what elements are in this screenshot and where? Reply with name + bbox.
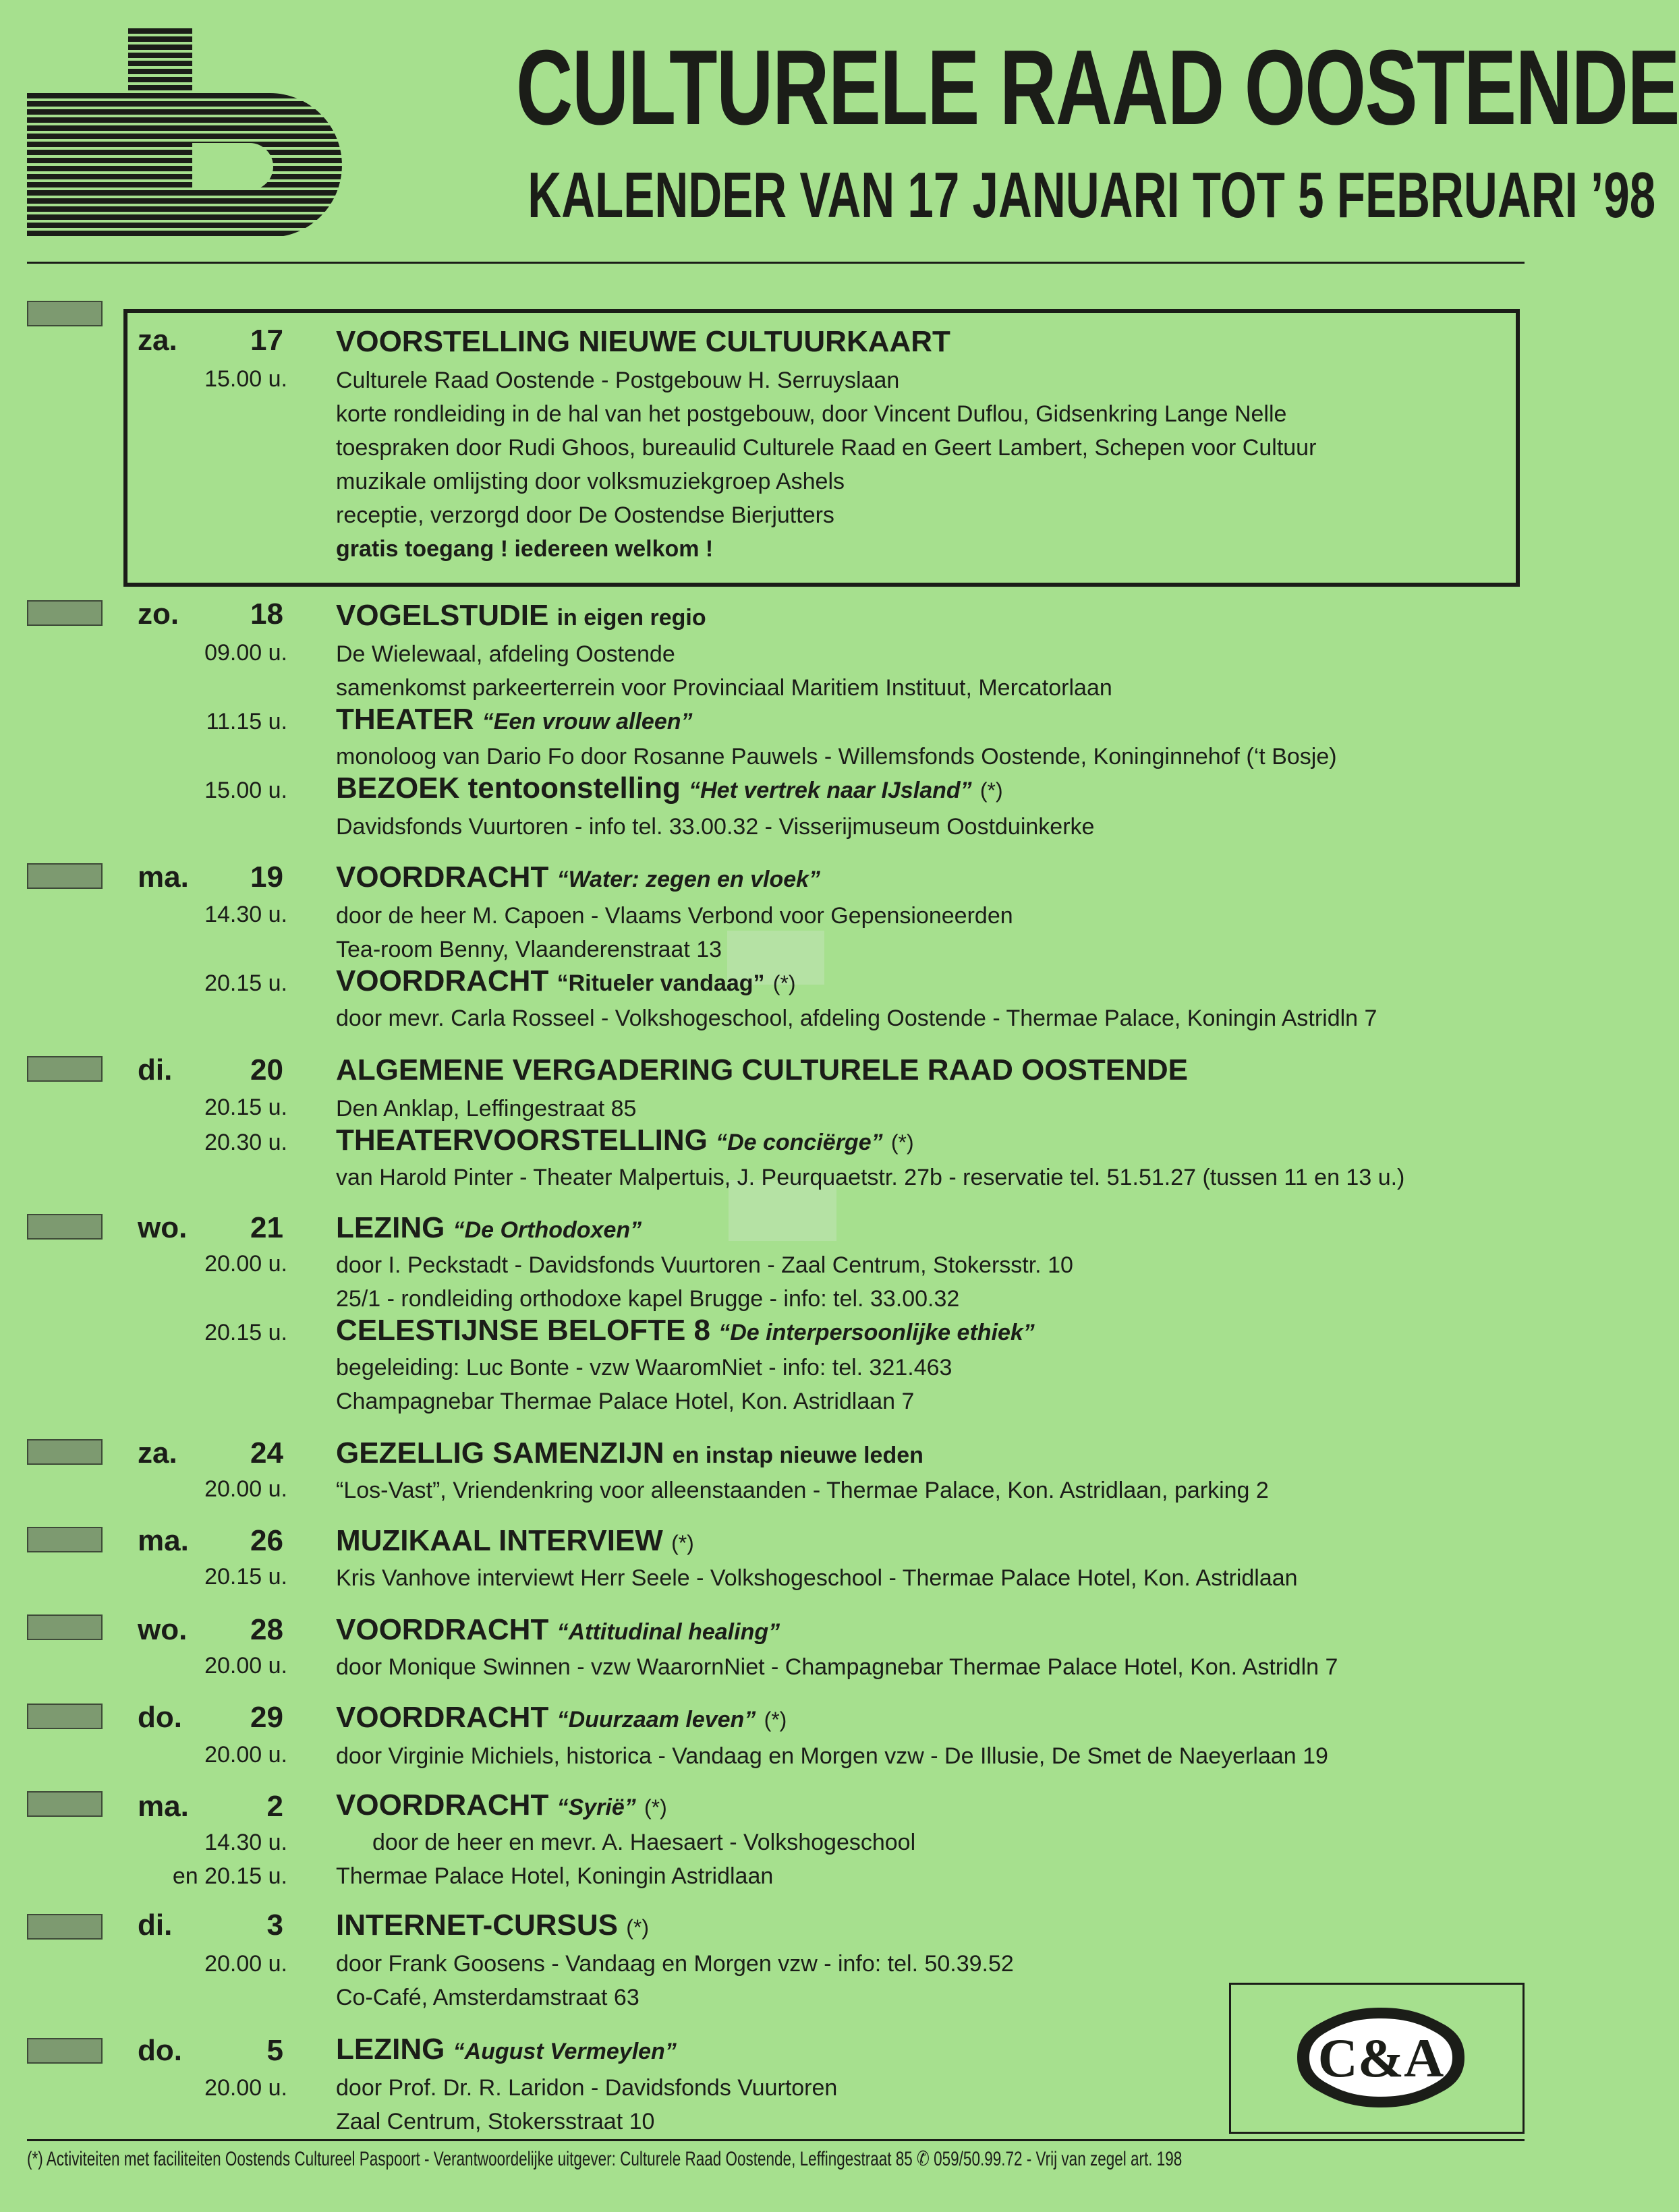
- weekday: di.: [138, 1909, 173, 1942]
- date-marker: [27, 1214, 103, 1240]
- weekday: za.: [138, 1436, 177, 1469]
- event-detail: 25/1 - rondleiding orthodoxe kapel Brugge - info: tel. 33.00.32: [336, 1286, 960, 1312]
- event-title: [336, 1523, 694, 1561]
- event-time: 15.00 u.: [204, 778, 287, 803]
- paspoort-note: (*): [772, 971, 796, 995]
- weekday: zo.: [138, 598, 179, 631]
- event-title-main: VOORDRACHT: [336, 964, 549, 997]
- event-time: 11.15 u.: [206, 709, 287, 734]
- event-detail: Champagnebar Thermae Palace Hotel, Kon. Astridlaan 7: [336, 1389, 915, 1414]
- event-title-main: LEZING: [336, 1211, 445, 1244]
- date-marker: [27, 1704, 103, 1729]
- event-time: 20.00 u.: [204, 2075, 287, 2101]
- event-title-main: MUZIKAAL INTERVIEW: [336, 1524, 663, 1557]
- event-title: [336, 1699, 787, 1738]
- sponsor-box: [1229, 1983, 1525, 2134]
- event-time: 20.15 u.: [204, 1320, 287, 1345]
- event-title-main: LEZING: [336, 2033, 445, 2066]
- day-number: 5: [266, 2034, 283, 2067]
- event-detail: begeleiding: Luc Bonte - vzw WaaromNiet - info: tel. 321.463: [336, 1355, 952, 1380]
- event-detail: Zaal Centrum, Stokersstraat 10: [336, 2109, 655, 2134]
- weekday: za.: [138, 324, 177, 357]
- event-title: [336, 1612, 780, 1650]
- day-number: 17: [250, 324, 283, 357]
- event-detail: door Frank Goosens - Vandaag en Morgen vzw - info: tel. 50.39.52: [336, 1951, 1014, 1977]
- day-number: 21: [250, 1211, 283, 1244]
- event-title-main: VOORDRACHT: [336, 1788, 549, 1822]
- event-time: 20.00 u.: [204, 1951, 287, 1977]
- event-time: 20.15 u.: [204, 1095, 287, 1120]
- kb-striped-logo: [27, 28, 358, 237]
- event-detail: Culturele Raad Oostende - Postgebouw H. Serruyslaan: [336, 368, 900, 393]
- event-detail: Davidsfonds Vuurtoren - info tel. 33.00.32 - Visserijmuseum Oostduinkerke: [336, 814, 1095, 840]
- event-detail: receptie, verzorgd door De Oostendse Bierjutters: [336, 502, 834, 528]
- day-number: 24: [250, 1436, 283, 1469]
- day-number: 28: [250, 1613, 283, 1646]
- event-title-quote: “Het vertrek naar IJsland”: [689, 778, 972, 803]
- event-title: [336, 859, 820, 898]
- event-title-quote: “August Vermeylen”: [453, 2039, 677, 2064]
- event-title: [336, 598, 706, 636]
- paspoort-note: (*): [979, 778, 1003, 803]
- event-detail: door Prof. Dr. R. Laridon - Davidsfonds Vuurtoren: [336, 2075, 838, 2101]
- event-time: 20.15 u.: [204, 1564, 287, 1590]
- event-title: [336, 1907, 649, 1946]
- event-title-quote: “Duurzaam leven”: [557, 1707, 756, 1733]
- event-title-quote: “Syrië”: [557, 1795, 636, 1820]
- weekday: ma.: [138, 1790, 189, 1823]
- event-title: VOORSTELLING NIEUWE CULTUURKAART: [336, 325, 950, 358]
- header-divider: [27, 262, 1525, 264]
- date-marker: [27, 600, 103, 626]
- date-marker: [27, 1527, 103, 1552]
- day-number: 2: [266, 1790, 283, 1823]
- weekday: wo.: [138, 1211, 188, 1244]
- paspoort-note: (*): [764, 1708, 787, 1732]
- event-title: [336, 1312, 1035, 1351]
- event-detail: door de heer en mevr. A. Haesaert - Volkshogeschool: [372, 1830, 916, 1855]
- event-detail: Kris Vanhove interviewt Herr Seele - Volkshogeschool - Thermae Palace Hotel, Kon. Astridlaan: [336, 1565, 1298, 1591]
- day-number: 19: [250, 861, 283, 894]
- event-title: [336, 701, 693, 740]
- date-marker: [27, 301, 103, 326]
- ca-logo: [1293, 2004, 1469, 2112]
- event-detail: van Harold Pinter - Theater Malpertuis, J. Peurquaetstr. 27b - reservatie tel. 51.51.27 (tussen 11 en 13 u.): [336, 1165, 1405, 1190]
- event-time: 20.00 u.: [204, 1251, 287, 1277]
- event-time: 20.00 u.: [204, 1742, 287, 1768]
- event-detail: samenkomst parkeerterrein voor Provinciaal Maritiem Instituut, Mercatorlaan: [336, 675, 1112, 701]
- event-detail: Tea-room Benny, Vlaanderenstraat 13: [336, 937, 722, 962]
- event-detail: monoloog van Dario Fo door Rosanne Pauwels - Willemsfonds Oostende, Koninginnehof (‘t Bosje): [336, 744, 1337, 769]
- event-title-quote: “De Orthodoxen”: [453, 1217, 642, 1243]
- day-number: 29: [250, 1701, 283, 1734]
- event-title-main: GEZELLIG SAMENZIJN: [336, 1436, 664, 1469]
- event-time: en 20.15 u.: [172, 1863, 287, 1889]
- event-title-suffix: en instap nieuwe leden: [672, 1443, 923, 1468]
- event-detail: “Los-Vast”, Vriendenkring voor alleenstaanden - Thermae Palace, Kon. Astridlaan, parking 2: [336, 1478, 1269, 1503]
- calendar-period: KALENDER VAN 17 JANUARI TOT 5 FEBRUARI ’98: [528, 159, 1656, 231]
- event-detail: door Virginie Michiels, historica - Vandaag en Morgen vzw - De Illusie, De Smet de Naeyerlaan 19: [336, 1743, 1328, 1769]
- event-detail: korte rondleiding in de hal van het postgebouw, door Vincent Duflou, Gidsenkring Lange Nelle: [336, 401, 1287, 427]
- event-time: 20.00 u.: [204, 1476, 287, 1502]
- event-time: 14.30 u.: [204, 902, 287, 927]
- footer-note: (*) Activiteiten met faciliteiten Oostends Cultureel Paspoort - Verantwoordelijke uitgever: Culturele Raad Oostende, Leffingestraat 85 ✆ 059/50.99.72 - Vrij van zegel art. 198: [27, 2148, 1183, 2170]
- event-detail: De Wielewaal, afdeling Oostende: [336, 641, 675, 667]
- date-marker: [27, 2038, 103, 2064]
- event-title-main: VOORDRACHT: [336, 861, 549, 894]
- event-detail: door de heer M. Capoen - Vlaams Verbond voor Gepensioneerden: [336, 903, 1013, 929]
- paspoort-note: (*): [626, 1915, 650, 1940]
- event-time: 15.00 u.: [204, 366, 287, 392]
- event-title-quote: “Attitudinal healing”: [557, 1619, 780, 1645]
- event-title: [336, 770, 1003, 809]
- event-detail: Den Anklap, Leffingestraat 85: [336, 1096, 637, 1122]
- event-title-quote: “Een vrouw alleen”: [482, 709, 693, 734]
- date-marker: [27, 1614, 103, 1640]
- date-marker: [27, 1439, 103, 1465]
- event-title-quote: “Water: zegen en vloek”: [557, 867, 821, 892]
- event-title-main: BEZOEK tentoonstelling: [336, 772, 681, 805]
- weekday: do.: [138, 1701, 182, 1734]
- event-title-suffix: in eigen regio: [557, 605, 706, 631]
- event-time: 20.15 u.: [204, 970, 287, 996]
- event-detail: Co-Café, Amsterdamstraat 63: [336, 1985, 639, 2010]
- event-detail: toespraken door Rudi Ghoos, bureaulid Culturele Raad en Geert Lambert, Schepen voor Cultuur: [336, 435, 1317, 461]
- event-title: [336, 1435, 923, 1474]
- event-title: ALGEMENE VERGADERING CULTURELE RAAD OOSTENDE: [336, 1053, 1189, 1086]
- event-title-quote: “De conciërge”: [716, 1130, 883, 1155]
- free-entry-note: gratis toegang ! iedereen welkom !: [336, 536, 714, 562]
- event-time: 14.30 u.: [204, 1830, 287, 1855]
- event-title-main: CELESTIJNSE BELOFTE 8: [336, 1314, 710, 1347]
- event-title-main: INTERNET-CURSUS: [336, 1909, 619, 1942]
- event-detail: door Monique Swinnen - vzw WaarornNiet - Champagnebar Thermae Palace Hotel, Kon. Astridln 7: [336, 1654, 1338, 1680]
- event-title-quote: “Ritueler vandaag”: [557, 970, 765, 996]
- event-title: [336, 963, 796, 1001]
- event-detail: door I. Peckstadt - Davidsfonds Vuurtoren - Zaal Centrum, Stokersstr. 10: [336, 1252, 1073, 1278]
- event-detail: door mevr. Carla Rosseel - Volkshogeschool, afdeling Oostende - Thermae Palace, Koningin Astridln 7: [336, 1006, 1377, 1031]
- event-title: [336, 2031, 677, 2070]
- weekday: di.: [138, 1053, 173, 1086]
- footer-divider: [27, 2139, 1525, 2141]
- weekday: wo.: [138, 1613, 188, 1646]
- poster-title: CULTURELE RAAD OOSTENDE: [515, 28, 1679, 147]
- weekday: ma.: [138, 1524, 189, 1557]
- event-title-quote: “De interpersoonlijke ethiek”: [718, 1320, 1035, 1345]
- paspoort-note: (*): [644, 1795, 667, 1820]
- event-title: [336, 1787, 667, 1826]
- event-title: [336, 1122, 914, 1161]
- paspoort-note: (*): [671, 1531, 694, 1555]
- day-number: 26: [250, 1524, 283, 1557]
- event-title-main: VOGELSTUDIE: [336, 599, 549, 632]
- ca-logo-text: C&A: [1317, 2027, 1444, 2089]
- date-marker: [27, 1791, 103, 1817]
- date-marker: [27, 863, 103, 889]
- event-title: [336, 1210, 642, 1248]
- event-time: 20.30 u.: [204, 1130, 287, 1155]
- paspoort-note: (*): [890, 1130, 914, 1155]
- day-number: 20: [250, 1053, 283, 1086]
- event-title-main: VOORDRACHT: [336, 1613, 549, 1646]
- event-detail: muzikale omlijsting door volksmuziekgroep Ashels: [336, 469, 845, 494]
- day-number: 3: [266, 1909, 283, 1942]
- weekday: do.: [138, 2034, 182, 2067]
- event-time: 20.00 u.: [204, 1653, 287, 1679]
- event-title-main: VOORDRACHT: [336, 1701, 549, 1734]
- date-marker: [27, 1056, 103, 1082]
- date-marker: [27, 1914, 103, 1940]
- weekday: ma.: [138, 861, 189, 894]
- event-detail: Thermae Palace Hotel, Koningin Astridlaan: [336, 1863, 774, 1889]
- day-number: 18: [250, 598, 283, 631]
- event-title-main: THEATER: [336, 703, 474, 736]
- event-time: 09.00 u.: [204, 640, 287, 666]
- event-title-main: THEATERVOORSTELLING: [336, 1124, 708, 1157]
